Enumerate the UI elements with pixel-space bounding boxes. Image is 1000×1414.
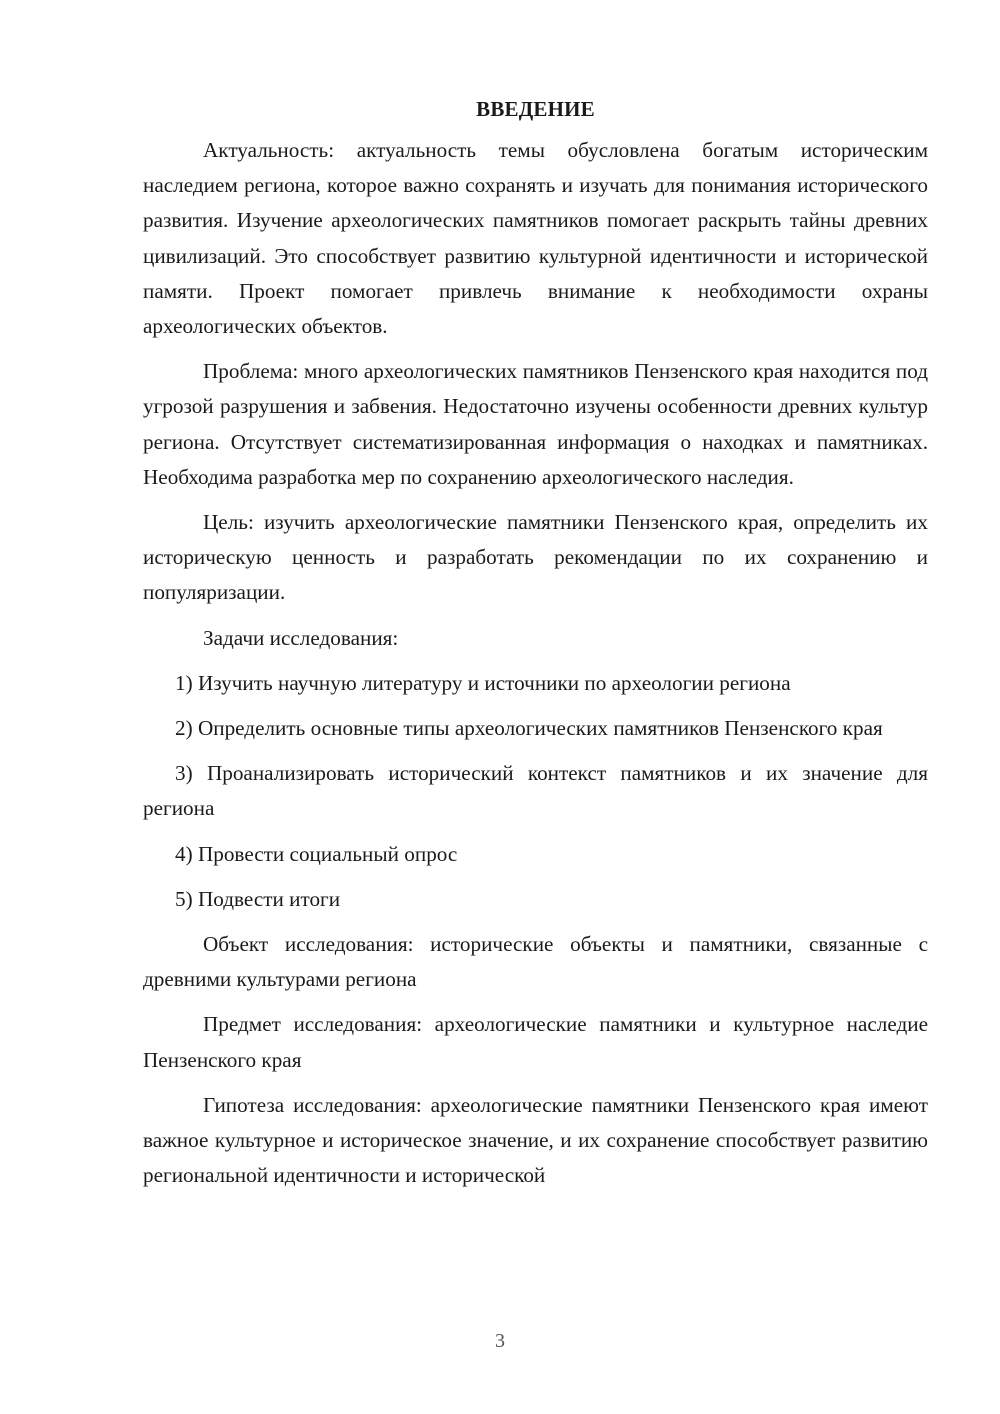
relevance-paragraph: Актуальность: актуальность темы обусловлена богатым историческим наследием региона, которое важно сохранять и изучать для понимания исторического развития. Изучение археологических памятников помогает раскрыть тайны древних цивилизаций. Это способствует развитию культурной идентичности и исторической памяти. Проект помогает привлечь внимание к необходимости охраны археологических объектов.	[143, 138, 928, 339]
hypothesis-paragraph: Гипотеза исследования: археологические памятники Пензенского края имеют важное культурное и историческое значение, и их сохранение способствует развитию региональной идентичности и исторической	[143, 1092, 928, 1188]
task-item-3: 3) Проанализировать исторический контекст памятников и их значение для региона	[143, 761, 928, 821]
tasks-heading: Задачи исследования:	[203, 625, 399, 650]
section-title: ВВЕДЕНИЕ	[476, 97, 595, 121]
task-item-1: 1) Изучить научную литературу и источники по археологии региона	[175, 670, 791, 695]
page-number: 3	[495, 1330, 505, 1352]
task-item-5: 5) Подвести итоги	[175, 886, 341, 911]
document-page	[143, 92, 928, 1203]
problem-paragraph: Проблема: много археологических памятников Пензенского края находится под угрозой разрушения и забвения. Недостаточно изучены особенности древних культур региона. Отсутствует систематизированная информация о находках и памятниках. Необходима разработка мер по сохранению археологического наследия.	[143, 359, 928, 489]
goal-paragraph: Цель: изучить археологические памятники Пензенского края, определить их историческую ценность и разработать рекомендации по их сохранению и популяризации.	[143, 510, 928, 605]
task-item-4: 4) Провести социальный опрос	[175, 841, 458, 866]
object-paragraph: Объект исследования: исторические объекты и памятники, связанные с древними культурами региона	[143, 932, 928, 992]
subject-paragraph: Предмет исследования: археологические памятники и культурное наследие Пензенского края	[143, 1012, 928, 1072]
task-item-2: 2) Определить основные типы археологических памятников Пензенского края	[175, 716, 883, 741]
